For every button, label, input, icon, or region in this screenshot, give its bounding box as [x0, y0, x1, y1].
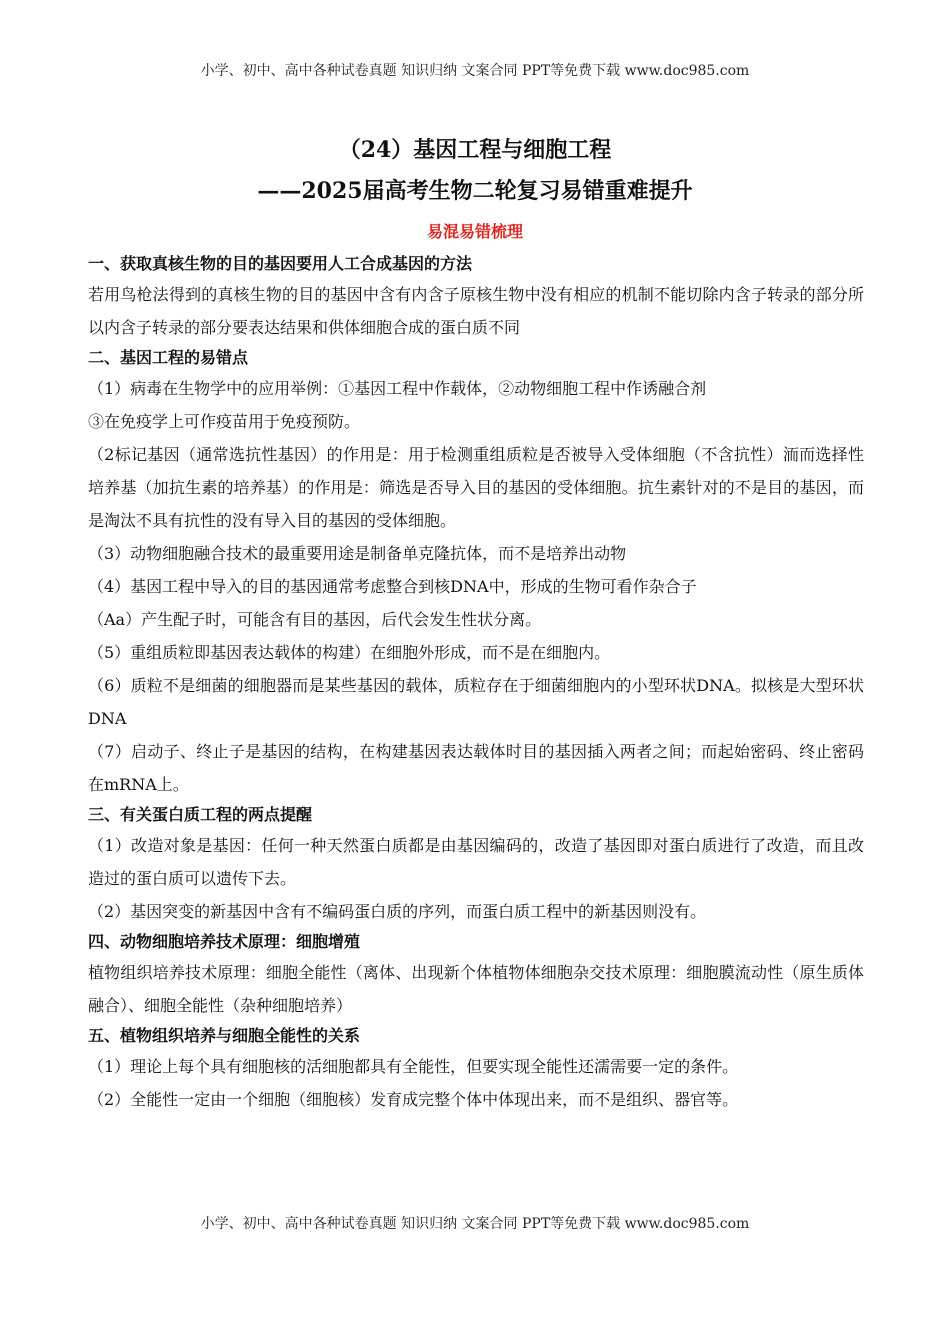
document-title: （24）基因工程与细胞工程 [338, 137, 612, 163]
section-heading-1: 一、获取真核生物的目的基因要用人工合成基因的方法 [88, 254, 473, 273]
section-heading-5: 五、植物组织培养与细胞全能性的关系 [88, 1026, 361, 1045]
page-header: 小学、初中、高中各种试卷真题 知识归纳 文案合同 PPT等免费下载 www.doc985.com [200, 63, 750, 79]
section-heading-4: 四、动物细胞培养技术原理：细胞增殖 [88, 932, 361, 951]
paragraph: （2标记基因（通常选抗性基因）的作用是：用于检测重组质粒是否被导入受体细胞（不含抗性）洏而选择性培养基（加抗生素的培养基）的作用是：筛选是否导入目的基因的受体细胞。抗生素针对的不是目的基因，而是淘汰不具有抗性的没有导入目的基因的受体细胞。 [88, 445, 864, 530]
paragraph: （Aa）产生配子时，可能含有目的基因，后代会发生性状分离。 [88, 610, 542, 629]
document-body [88, 250, 864, 1116]
paragraph: 植物组织培养技术原理：细胞全能性（离体、出现新个体植物体细胞杂交技术原理：细胞膜流动性（原生质体融合）、细胞全能性（杂种细胞培养） [88, 963, 864, 1015]
paragraph: 若用鸟枪法得到的真核生物的目的基因中含有内含子原核生物中没有相应的机制不能切除内含子转录的部分所以内含子转录的部分要表达结果和供体细胞合成的蛋白质不同 [88, 285, 864, 337]
paragraph: （6）质粒不是细菌的细胞器而是某些基因的载体，质粒存在于细菌细胞内的小型环状DNA。拟核是大型环状DNA [88, 676, 864, 728]
paragraph: （1）理论上每个具有细胞核的活细胞都具有全能性，但要实现全能性还濡需要一定的条件。 [88, 1057, 739, 1076]
section-label: 易混易错梳理 [426, 222, 523, 241]
section-heading-3: 三、有关蛋白质工程的两点提醒 [88, 805, 313, 824]
paragraph: （3）动物细胞融合技术的最重要用途是制备单克隆抗体，而不是培养出动物 [88, 544, 627, 563]
paragraph: ③在免疫学上可作疫苗用于免疫预防。 [88, 412, 361, 431]
paragraph: （5）重组质粒即基因表达载体的构建）在细胞外形成，而不是在细胞内。 [88, 643, 611, 662]
paragraph: （7）启动子、终止子是基因的结构，在构建基因表达载体时目的基因插入两者之间；而起始密码、终止密码在mRNA上。 [88, 742, 864, 794]
paragraph: （1）病毒在生物学中的应用举例：①基因工程中作载体，②动物细胞工程中作诱融合剂 [88, 379, 707, 398]
paragraph: （4）基因工程中导入的目的基因通常考虑整合到核DNA中，形成的生物可看作杂合子 [88, 577, 697, 596]
paragraph: （1）改造对象是基因：任何一种天然蛋白质都是由基因编码的，改造了基因即对蛋白质进行了改造，而且改造过的蛋白质可以遗传下去。 [88, 836, 864, 888]
document-subtitle: ——2025届高考生物二轮复习易错重难提升 [257, 178, 693, 204]
section-heading-2: 二、基因工程的易错点 [88, 348, 249, 367]
paragraph: （2）基因突变的新基因中含有不编码蛋白质的序列，而蛋白质工程中的新基因则没有。 [88, 902, 707, 921]
page-footer: 小学、初中、高中各种试卷真题 知识归纳 文案合同 PPT等免费下载 www.doc985.com [200, 1216, 750, 1232]
paragraph: （2）全能性一定由一个细胞（细胞核）发育成完整个体中体现出来，而不是组织、器官等。 [88, 1090, 739, 1109]
